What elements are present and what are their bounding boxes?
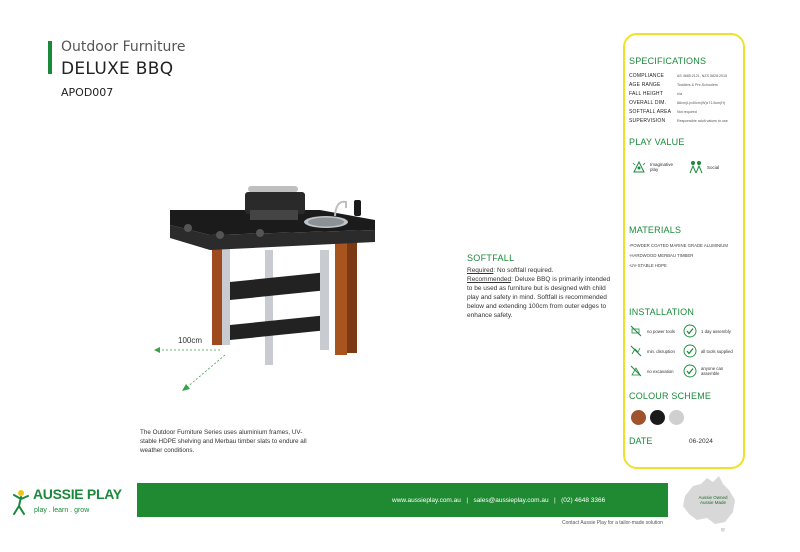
spec-value: Not required [677,110,697,114]
separator: | [466,497,469,504]
phone-number[interactable]: (02) 4648 3366 [561,497,606,504]
recommended-label: Recommended [467,276,512,283]
spec-row-age-range [629,82,718,88]
play-value-label: Imaginative play [650,162,674,172]
install-anyone-can-assemble [683,364,729,378]
install-no-excavation [629,364,674,378]
material-line: -UV-STABLE HDPE [629,263,667,268]
category-label: Outdoor Furniture [61,39,186,55]
spec-row-softfall-area [629,109,697,115]
check-icon [683,344,697,358]
date-label: DATE [629,436,653,446]
material-line: -HARDWOOD MERBAU TIMBER [629,253,694,258]
install-1-day-assembly [683,324,731,338]
footer-contact [392,497,605,504]
product-code: APOD007 [61,86,114,99]
spec-key: SOFTFALL AREA [629,109,672,115]
colour-swatch-timber [631,410,646,425]
install-label: 1 day assembly [701,328,731,334]
badge-line-1: Aussie Owned [698,495,728,500]
play-value-social [688,159,719,175]
install-label: no excavation [647,368,674,374]
email-link[interactable]: sales@aussieplay.com.au [473,497,549,504]
dimension-label: 100cm [178,336,203,345]
install-no-power-tools [629,324,675,338]
separator: | [553,497,556,504]
play-value-label: Social [707,164,720,170]
softfall-section [467,253,617,320]
spec-value: Toddlers & Pre-Schoolers [677,83,718,87]
brand-name: AUSSIE PLAY [33,486,122,502]
spec-row-supervision [629,118,728,124]
install-label: min. disruption [647,348,675,354]
check-icon [683,364,697,378]
softfall-recommended [467,275,617,320]
no-excavation-icon [629,364,643,378]
spec-key: OVERALL DIM. [629,100,667,106]
softfall-required [467,266,617,275]
play-value-title: PLAY VALUE [629,137,685,147]
spec-value: 88cm(L)x40cm(W)x71.6cm(H) [677,101,726,105]
check-icon [683,324,697,338]
spec-key: FALL HEIGHT [629,91,663,97]
install-min-disruption [629,344,675,358]
footer-note: Contact Aussie Play for a tailor-made solution [562,520,663,526]
bbq-product-illustration [150,180,390,400]
badge-line-2: Aussie Made [699,500,726,505]
specifications-title: SPECIFICATIONS [629,56,707,66]
spec-row-fall-height [629,91,682,97]
no-power-tools-icon [629,324,643,338]
spec-value: AS 4685:2121, NZS 5828:2015 [677,74,727,78]
product-title: DELUXE BBQ [61,59,174,79]
install-label: no power tools [647,328,675,334]
spec-row-compliance [629,73,727,79]
materials-title: MATERIALS [629,225,682,235]
spec-value: Responsible adult values to use [677,119,728,123]
spec-key: COMPLIANCE [629,73,665,79]
colour-swatch-black [650,410,665,425]
recommended-text: : Deluxe BBQ is primarily intended to be used as furniture but is designed with child play and safety in mind. Softfall is recommended below and extending 100cm from outer edges to enhance safety. [467,276,611,319]
website-link[interactable]: www.aussieplay.com.au [392,497,461,504]
required-label: Required [467,267,494,274]
brand-tagline: play . learn . grow [34,507,90,514]
spec-panel [623,33,745,469]
social-icon [688,159,704,175]
title-accent-bar [48,41,52,74]
min-disruption-icon [629,344,643,358]
series-description: The Outdoor Furniture Series uses aluminium frames, UV-stable HDPE shelving and Merbau timber slats to endure all weather conditions. [140,429,307,454]
install-label: all tools supplied [701,348,733,354]
install-label: anyone can assemble [701,366,724,376]
install-all-tools-supplied [683,344,733,358]
colour-scheme-title: COLOUR SCHEME [629,391,712,401]
spec-value: n/a [677,92,682,96]
aussie-made-badge [693,495,733,505]
colour-swatch-silver [669,410,684,425]
date-value: 06-2024 [689,438,713,445]
spec-key: AGE RANGE [629,82,661,88]
play-value-imaginative [631,159,672,175]
spec-key: SUPERVISION [629,118,666,124]
softfall-title: SOFTFALL [467,253,515,263]
spec-row-overall-dim [629,100,725,106]
required-text: : No softfall required. [493,267,554,274]
imaginative-play-icon [631,159,647,175]
material-line: -POWDER COATED MARINE GRADE ALUMINIUM [629,243,728,248]
installation-title: INSTALLATION [629,307,695,317]
